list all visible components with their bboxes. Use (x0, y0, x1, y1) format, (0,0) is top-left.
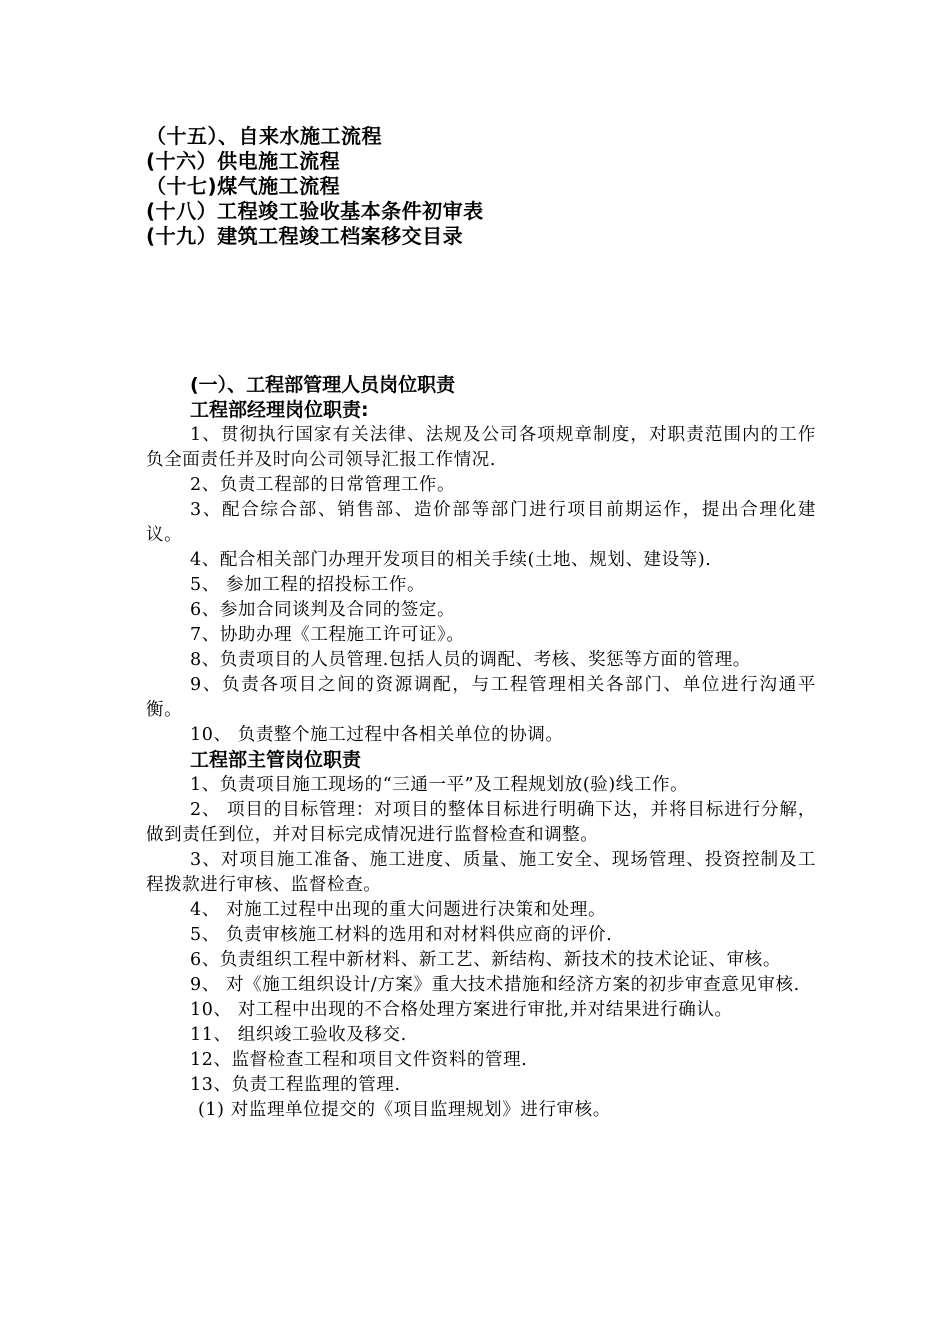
supervisor-sub-item: (1) 对监理单位提交的《项目监理规划》进行审核。 (198, 1100, 611, 1120)
supervisor-duty-item: 5、 负责审核施工材料的选用和对材料供应商的评价. (190, 925, 613, 945)
supervisor-duty-item: 4、 对施工过程中出现的重大问题进行决策和处理。 (190, 900, 607, 920)
supervisor-duty-item: 1、负责项目施工现场的“三通一平”及工程规划放(验)线工作。 (190, 775, 689, 795)
manager-duty-item: 8、负责项目的人员管理.包括人员的调配、考核、奖惩等方面的管理。 (190, 650, 751, 670)
toc-entry: （十七)煤气施工流程 (146, 174, 341, 198)
toc-entry: (十九）建筑工程竣工档案移交目录 (146, 224, 464, 248)
toc-entry: (十八）工程竣工验收基本条件初审表 (146, 199, 484, 223)
manager-duty-item: 7、协助办理《工程施工许可证》。 (190, 625, 465, 645)
manager-duty-item: 9、负责各项目之间的资源调配，与工程管理相关各部门、单位进行沟通平衡。 (146, 675, 816, 720)
supervisor-duty-item: 10、 对工程中出现的不合格处理方案进行审批,并对结果进行确认。 (190, 1000, 733, 1020)
toc-entry: (十六）供电施工流程 (146, 149, 341, 173)
manager-duty-item: 10、 负责整个施工过程中各相关单位的协调。 (190, 725, 564, 745)
supervisor-heading: 工程部主管岗位职责 (190, 749, 362, 771)
section-title: (一）、工程部管理人员岗位职责 (190, 374, 456, 396)
responsibilities-section (146, 373, 816, 1123)
supervisor-duty-item: 9、 对《施工组织设计/方案》重大技术措施和经济方案的初步审查意见审核. (190, 975, 800, 995)
manager-duty-item: 6、参加合同谈判及合同的签定。 (190, 600, 456, 620)
supervisor-duty-item: 6、负责组织工程中新材料、新工艺、新结构、新技术的技术论证、审核。 (190, 950, 781, 970)
supervisor-duty-item: 3、对项目施工准备、施工进度、质量、施工安全、现场管理、投资控制及工程拨款进行审核、监督检查。 (146, 850, 816, 895)
manager-duty-item: 2、负责工程部的日常管理工作。 (190, 475, 456, 495)
manager-duty-item: 3、配合综合部、销售部、造价部等部门进行项目前期运作，提出合理化建议。 (146, 500, 816, 545)
supervisor-duty-item: 2、 项目的目标管理：对项目的整体目标进行明确下达，并将目标进行分解，做到责任到位，并对目标完成情况进行监督检查和调整。 (146, 800, 816, 845)
supervisor-duty-item: 13、负责工程监理的管理. (190, 1075, 401, 1095)
manager-duty-item: 1、贯彻执行国家有关法律、法规及公司各项规章制度，对职责范围内的工作负全面责任并及时向公司领导汇报工作情况. (146, 425, 816, 470)
manager-heading: 工程部经理岗位职责: (190, 399, 369, 421)
supervisor-duty-item: 12、监督检查工程和项目文件资料的管理. (190, 1050, 528, 1070)
toc-entry: （十五）、自来水施工流程 (146, 124, 382, 148)
manager-duty-item: 4、配合相关部门办理开发项目的相关手续(土地、规划、建设等). (190, 550, 712, 570)
table-of-contents (146, 124, 846, 249)
manager-duty-item: 5、 参加工程的招投标工作。 (190, 575, 426, 595)
supervisor-duty-item: 11、 组织竣工验收及移交. (190, 1025, 407, 1045)
